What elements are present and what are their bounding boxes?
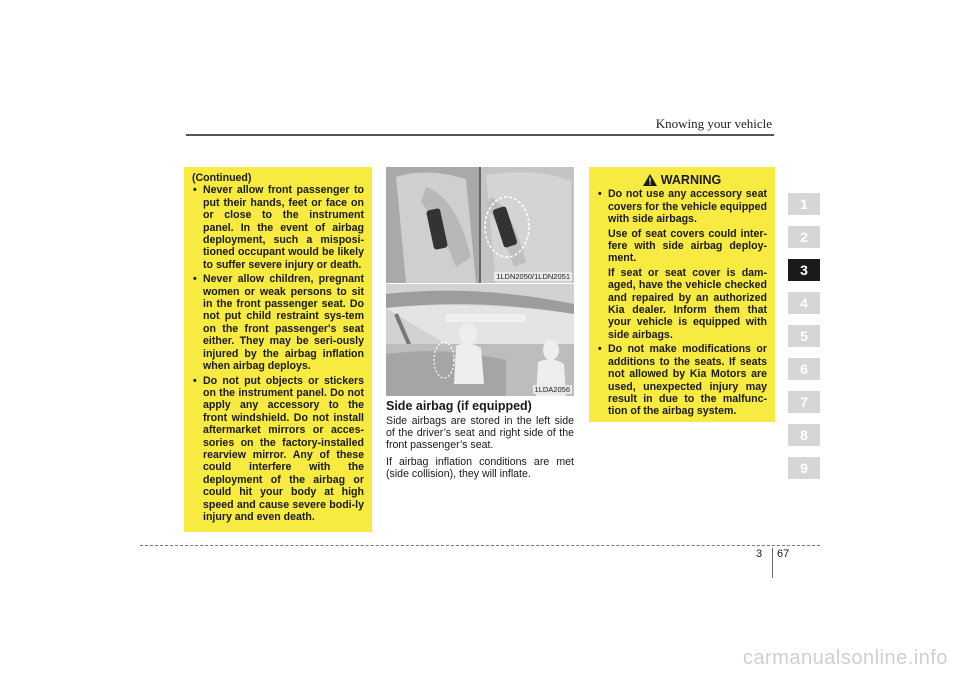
paragraph: Side airbags are stored in the left side of the driver’s seat and right side of the front passenger’s seat. <box>386 415 574 452</box>
warning-list <box>597 188 767 417</box>
paragraph: If airbag inflation conditions are met (side collision), they will inflate. <box>386 455 574 480</box>
chapter-tab-6[interactable]: 6 <box>788 358 820 380</box>
chapter-tab-1[interactable]: 1 <box>788 193 820 215</box>
warning-item: • Never allow front passenger to put their hands, feet or face on or close to the instrument panel. In the event of airbag deployment, such a misposi-tioned occupant would be likely to suffer severe injury or death. <box>192 184 364 271</box>
seat-airbag-photo <box>386 167 574 283</box>
car-interior-illustration <box>386 284 574 396</box>
watermark-text: carmanualsonline.info <box>742 647 948 669</box>
warning-paragraph: Use of seat covers could inter-fere with side airbag deploy-ment. <box>608 227 767 265</box>
photo-code-label: 1LDA2056 <box>534 385 570 394</box>
chapter-tab-5[interactable]: 5 <box>788 325 820 347</box>
page-header-title: Knowing your vehicle <box>655 116 772 131</box>
warning-item: • Never allow children, pregnant women or weak persons to sit in the front passenger seat. Do not put child restraint sys-tem on the front passenger's seat either. They may be seri-ously injured by the airbag inflation when airbag deploys. <box>192 273 364 372</box>
footer-divider <box>140 545 820 546</box>
warning-item: • Do not put objects or stickers on the instrument panel. Do not apply any accessory to the front windshield. Do not install aftermarket mirrors or acces-sories on the factory-installed rearview mirror. Any of these could interfere with the deployment of the airbag or could hit your body at high speed and cause severe bodi-ly injury and even death. <box>192 375 364 524</box>
continued-label: (Continued) <box>192 172 252 184</box>
chapter-tab-2[interactable]: 2 <box>788 226 820 248</box>
chapter-tab-9[interactable]: 9 <box>788 457 820 479</box>
warning-triangle-icon <box>643 174 657 186</box>
page-number-separator <box>772 548 773 578</box>
side-airbag-body <box>386 415 574 484</box>
warning-item <box>597 188 767 341</box>
continued-warning-box <box>184 167 372 532</box>
warning-paragraph: If seat or seat cover is dam-aged, have the vehicle checked and repaired by an authorized Kia dealer. Inform them that your vehicle is equipped with side airbags. <box>608 266 767 341</box>
warning-list <box>192 184 364 523</box>
chapter-tab-3[interactable]: 3 <box>788 259 820 281</box>
chapter-tab-7[interactable]: 7 <box>788 391 820 413</box>
section-title: Side airbag (if equipped) <box>386 399 532 413</box>
photo-code-label: 1LDN2050/1LDN2051 <box>496 272 570 281</box>
warning-title: WARNING <box>660 173 722 187</box>
warning-paragraph: • Do not use any accessory seat covers for the vehicle equipped with side airbags. <box>608 188 767 226</box>
seat-photo-illustration <box>386 167 574 283</box>
warning-header <box>597 174 767 186</box>
chapter-tabs <box>788 193 820 490</box>
chapter-tab-4[interactable]: 4 <box>788 292 820 314</box>
header-divider <box>186 134 774 136</box>
page-number: 67 <box>777 548 790 560</box>
chapter-number: 3 <box>756 548 763 560</box>
warning-box <box>589 167 775 422</box>
side-airbag-diagram <box>386 284 574 396</box>
chapter-tab-8[interactable]: 8 <box>788 424 820 446</box>
warning-item: • Do not make modifications or additions to the seats. If seats not allowed by Kia Motors are used, unexpected injury may result in due to the malfunc-tion of the airbag system. <box>597 343 767 417</box>
